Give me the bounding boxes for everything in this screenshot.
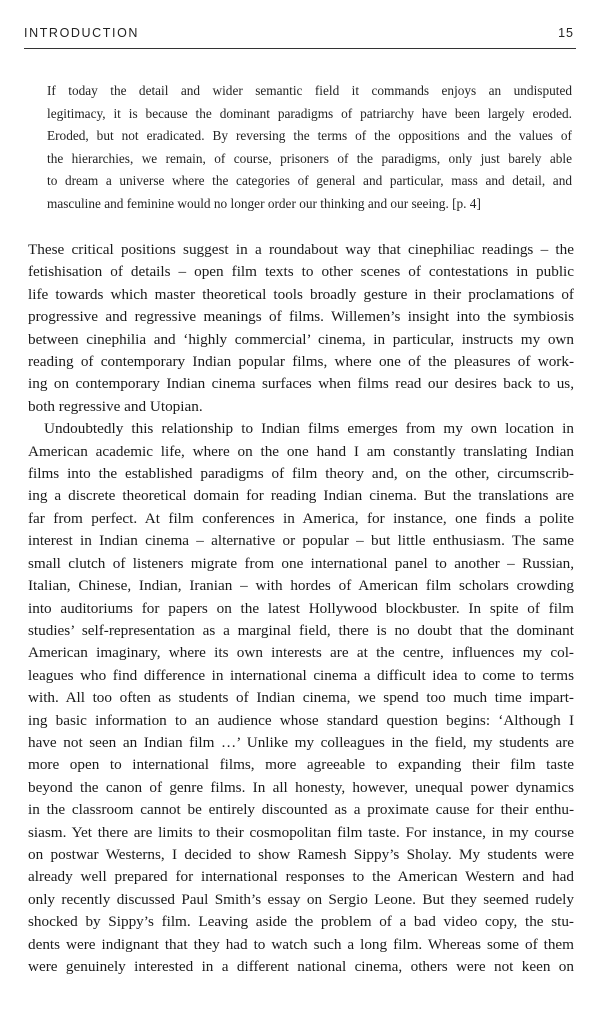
text-line: ing on contemporary Indian cinema surfaces when films read our desires back to us, bbox=[28, 375, 574, 393]
text-line: These critical positions suggest in a roundabout way that cinephiliac readings – the bbox=[28, 241, 574, 258]
text-line: on postwar Westerns, I decided to show Ramesh Sippy’s Sholay. My students were bbox=[28, 845, 574, 863]
text-line: beyond the canon of genre films. In all honesty, however, unequal power dynamics bbox=[28, 778, 574, 796]
page-header bbox=[24, 24, 576, 49]
text-line: with. All too often as students of Indian cinema, we spend too much time impart- bbox=[28, 689, 574, 707]
text-line: films into the established paradigms of film theory and, on the other, circumscrib- bbox=[28, 465, 574, 483]
text-line: shocked by Sippy’s film. Leaving aside the problem of a bad video copy, the stu- bbox=[28, 913, 574, 931]
text-line: progressive and regressive meanings of films. Willemen’s insight into the symbiosis bbox=[28, 308, 574, 326]
text-line: more open to international films, more agreeable to expanding their film taste bbox=[28, 756, 574, 774]
text-line: into auditoriums for papers on the latest Hollywood blockbuster. In spite of film bbox=[28, 599, 574, 617]
paragraph-2 bbox=[28, 418, 574, 978]
page-number: 15 bbox=[558, 26, 574, 40]
text-line: small clutch of listeners migrate from one international panel to another – Russian, bbox=[28, 554, 574, 572]
quote-line: If today the detail and wider semantic field it commands enjoys an undisputed bbox=[47, 83, 572, 98]
text-line: ing basic information to an audience whose standard question begins: ‘Although I bbox=[28, 711, 574, 729]
text-line: ing a discrete theoretical domain for reading Indian cinema. But the translations are bbox=[28, 487, 574, 505]
text-line: leagues who find difference in international cinema a difficult idea to come to terms bbox=[28, 666, 574, 684]
text-line: were genuinely interested in a different national cinema, others were not keen on bbox=[28, 958, 574, 975]
text-line: fetishisation of details – open film texts to other scenes of contestations in public bbox=[28, 263, 574, 281]
text-line: interest in Indian cinema – alternative or popular – but little enthusiasm. The same bbox=[28, 532, 574, 550]
quote-line: legitimacy, it is because the dominant paradigms of patriarchy have been largely eroded. bbox=[47, 105, 572, 121]
quote-line: the hierarchies, we remain, of course, prisoners of the paradigms, only just barely able bbox=[47, 150, 572, 166]
text-line: have not seen an Indian film …’ Unlike my colleagues in the field, my students are bbox=[28, 733, 574, 751]
text-line: American academic life, where on the one hand I am constantly translating Indian bbox=[28, 442, 574, 460]
text-line: reading of contemporary Indian popular films, where one of the pleasures of work- bbox=[28, 353, 574, 371]
text-line: Italian, Chinese, Indian, Iranian – with hordes of American film scholars crowding bbox=[28, 577, 574, 595]
text-line: American imaginary, where its own interests are at the centre, influences my col- bbox=[28, 644, 574, 662]
text-line: between cinephilia and ‘highly commercial’ cinema, in particular, instructs my own bbox=[28, 330, 574, 348]
paragraph-1 bbox=[28, 239, 574, 418]
quote-line: to dream a universe where the categories of general and particular, mass and detail, and bbox=[47, 173, 572, 188]
text-line: dents were indignant that they had to watch such a long film. Whereas some of them bbox=[28, 935, 574, 953]
text-line: far from perfect. At film conferences in America, for instance, one finds a polite bbox=[28, 509, 574, 527]
text-line: already well prepared for international responses to the American Western and had bbox=[28, 868, 574, 886]
quote-line: Eroded, but not eradicated. By reversing the terms of the oppositions and the values of bbox=[47, 128, 572, 143]
text-line: Undoubtedly this relationship to Indian films emerges from my own location in bbox=[44, 420, 574, 438]
text-line: in the classroom cannot be entirely discounted as a proximate cause for their enthu- bbox=[28, 801, 574, 819]
quote-line: masculine and feminine would no longer order our thinking and our seeing. [p. 4] bbox=[47, 195, 481, 211]
text-line: life towards which master theoretical tools broadly gesture in their proclamations of bbox=[28, 285, 574, 303]
text-line: both regressive and Utopian. bbox=[28, 397, 203, 415]
text-line: studies’ self-representation as a marginal field, there is no doubt that the dominant bbox=[28, 621, 574, 639]
text-line: siasm. Yet there are limits to their cosmopolitan film taste. For instance, in my course bbox=[28, 823, 574, 841]
text-line: only recently discussed Paul Smith’s essay on Sergio Leone. But they seemed rudely bbox=[28, 890, 574, 908]
block-quote bbox=[47, 80, 572, 215]
running-head: INTRODUCTION bbox=[24, 26, 140, 40]
body-text bbox=[28, 239, 574, 978]
